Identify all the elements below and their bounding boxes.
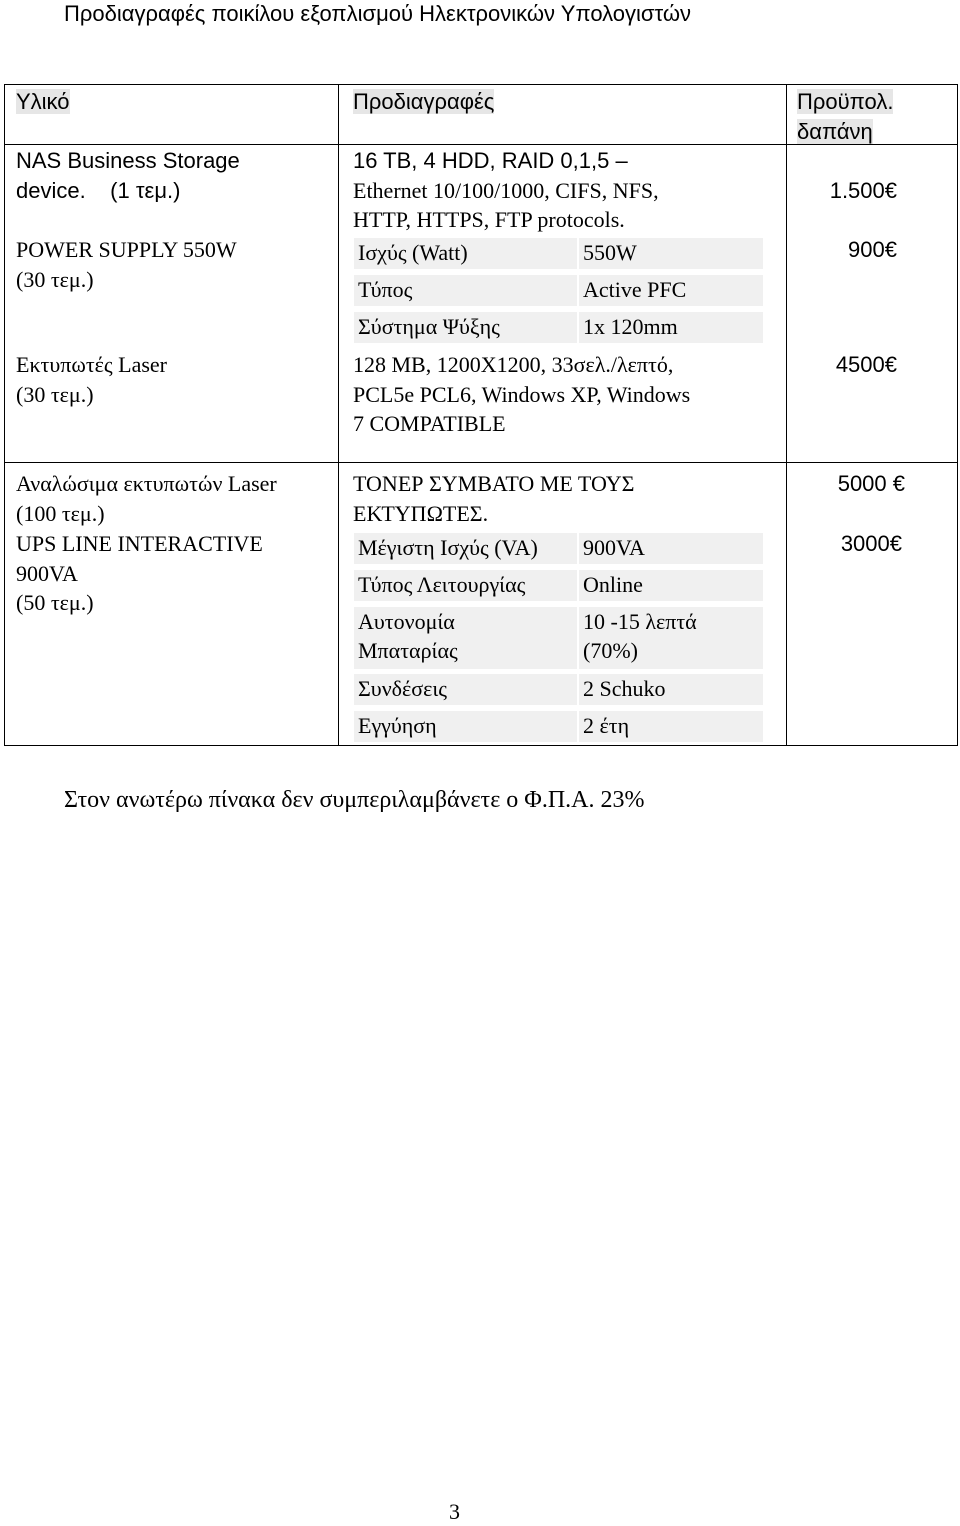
row-toner-item: Αναλώσιμα εκτυπωτών Laser (100 τεμ.) (16, 471, 277, 526)
vat-note: Στον ανωτέρω πίνακα δεν συμπεριλαμβάνετε ο Φ.Π.Α. 23% (64, 787, 645, 813)
spec-value: Online (579, 570, 763, 601)
spec-label: Μέγιστη Ισχύς (VA) (354, 533, 577, 564)
spec-value: 10 -15 λεπτά (70%) (579, 607, 763, 669)
spec-label: Τύπος Λειτουργίας (354, 570, 577, 601)
row-psu-item: POWER SUPPLY 550W (30 τεμ.) (16, 237, 237, 292)
spec-label: Συνδέσεις (354, 674, 577, 705)
column-divider (338, 85, 339, 745)
column-divider (786, 85, 787, 745)
spec-value: 900VA (579, 533, 763, 564)
spec-label: Τύπος (354, 275, 577, 306)
row-nas-cost: 1.500€ (829, 178, 897, 203)
page-number: 3 (449, 1499, 460, 1524)
header-specs: Προδιαγραφές (353, 89, 495, 114)
row-ups-cost: 3000€ (840, 531, 902, 556)
spec-value: 2 έτη (579, 711, 763, 742)
row-ups-item: UPS LINE INTERACTIVE 900VA (50 τεμ.) (16, 531, 263, 615)
header-item: Υλικό (16, 89, 70, 114)
spec-value: 2 Schuko (579, 674, 763, 705)
spec-label: Σύστημα Ψύξης (354, 312, 577, 343)
spec-label: Εγγύηση (354, 711, 577, 742)
row-divider (5, 462, 957, 463)
row-printer-specs: 128 MB, 1200X1200, 33σελ./λεπτό, PCL5e PCL6, Windows XP, Windows 7 COMPATIBLE (353, 352, 691, 436)
spec-value: Active PFC (579, 275, 763, 306)
row-toner-specs: ΤΟΝΕΡ ΣΥΜΒΑΤΟ ΜΕ ΤΟΥΣ ΕΚΤΥΠΩΤΕΣ. (353, 471, 635, 526)
row-nas-item: NAS Business Storage device. (1 τεμ.) (16, 148, 240, 203)
spec-value: 550W (579, 238, 763, 269)
row-printer-cost: 4500€ (835, 352, 897, 377)
row-psu-cost: 900€ (848, 237, 897, 262)
spec-label: Αυτονομία Μπαταρίας (354, 607, 577, 669)
page-title: Προδιαγραφές ποικίλου εξοπλισμού Ηλεκτρονικών Υπολογιστών (64, 1, 692, 26)
spec-label: Ισχύς (Watt) (354, 238, 577, 269)
row-ups-spec-table (354, 533, 774, 743)
row-toner-cost: 5000 € (837, 471, 905, 496)
row-psu-spec-table (354, 238, 774, 348)
row-printer-item: Εκτυπωτές Laser (30 τεμ.) (16, 352, 167, 407)
header-budget: Προϋπολ. δαπάνη (797, 89, 894, 144)
specs-table (4, 84, 958, 746)
row-nas-specs: 16 TB, 4 HDD, RAID 0,1,5 – Ethernet 10/100/1000, CIFS, NFS, HTTP, HTTPS, FTP protocols. (353, 148, 659, 232)
spec-value: 1x 120mm (579, 312, 763, 343)
